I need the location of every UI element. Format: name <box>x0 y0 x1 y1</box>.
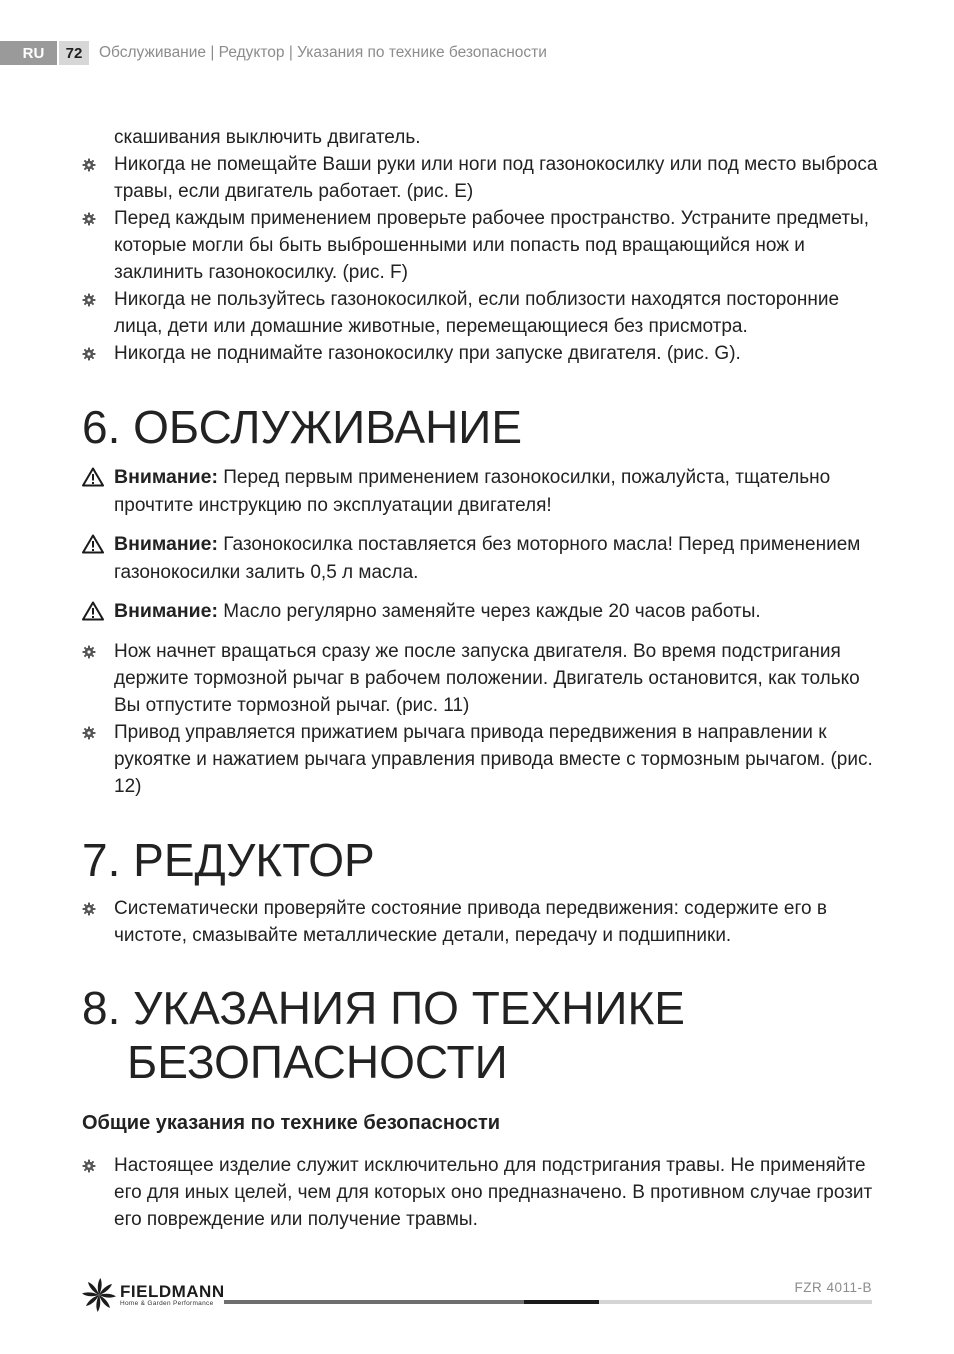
warning-label: Внимание: <box>114 466 218 488</box>
maintenance-bullet-list <box>82 638 882 800</box>
list-item: Систематически проверяйте состояние привода передвижения: содержите его в чистоте, смазывайте металлические детали, передачу и подшипники. <box>82 895 882 949</box>
list-item: Настоящее изделие служит исключительно для подстригания травы. Не применяйте его для иных целей, чем для которых оно предназначено. В противном случае грозит его повреждение или получение травмы. <box>82 1152 882 1233</box>
intro-bullet-list <box>82 151 882 367</box>
brand-tagline: Home & Garden Performance <box>120 1299 214 1307</box>
gear-bullet-icon <box>82 902 96 916</box>
list-item: Нож начнет вращаться сразу же после запуска двигателя. Во время подстригания держите тормозной рычаг в рабочем положении. Двигатель остановится, как только Вы отпустите тормозной рычаг. (рис. 11) <box>82 638 882 719</box>
header-title: Обслуживание | Редуктор | Указания по технике безопасности <box>99 44 547 61</box>
warning-label: Внимание: <box>114 600 218 622</box>
brand-name: FIELDMANN <box>120 1281 225 1301</box>
page-header <box>0 41 547 65</box>
gearbox-bullet-list <box>82 895 882 949</box>
list-item: Никогда не помещайте Ваши руки или ноги под газонокосилку или под место выброса травы, если двигатель работает. (рис. E) <box>82 151 882 205</box>
warning-triangle-icon <box>82 467 104 487</box>
warning-label: Внимание: <box>114 533 218 555</box>
warning-note: Внимание: Газонокосилка поставляется без моторного масла! Перед применением газонокосилки залить 0,5 л масла. <box>82 530 882 587</box>
fieldmann-logo-icon <box>82 1278 116 1312</box>
language-badge: RU <box>0 41 57 65</box>
warning-note: Внимание: Перед первым применением газонокосилки, пожалуйста, тщательно прочтите инструкцию по эксплуатации двигателя! <box>82 463 882 520</box>
list-item: Никогда не пользуйтесь газонокосилкой, если поблизости находятся посторонние лица, дети или домашние животные, перемещающиеся без присмотра. <box>82 286 882 340</box>
section-title-gearbox: 7. РЕДУКТОР <box>82 834 375 886</box>
safety-bullet-list <box>82 1152 882 1233</box>
gear-bullet-icon <box>82 212 96 226</box>
list-item: Привод управляется прижатием рычага привода передвижения в направлении к рукоятке и нажатием рычага управления привода вместе с тормозным рычагом. (рис. 12) <box>82 719 882 800</box>
warning-note: Внимание: Масло регулярно заменяйте через каждые 20 часов работы. <box>82 597 882 626</box>
list-item: Никогда не поднимайте газонокосилку при запуске двигателя. (рис. G). <box>82 340 882 367</box>
fieldmann-logo <box>82 1278 225 1312</box>
footer-divider <box>224 1300 872 1304</box>
model-number: FZR 4011-B <box>794 1280 872 1295</box>
section-title-maintenance: 6. ОБСЛУЖИВАНИЕ <box>82 401 523 453</box>
safety-subtitle: Общие указания по технике безопасности <box>82 1112 501 1134</box>
page-number: 72 <box>59 41 89 65</box>
gear-bullet-icon <box>82 293 96 307</box>
gear-bullet-icon <box>82 645 96 659</box>
gear-bullet-icon <box>82 726 96 740</box>
gear-bullet-icon <box>82 1159 96 1173</box>
warning-triangle-icon <box>82 534 104 554</box>
warning-triangle-icon <box>82 601 104 621</box>
list-item: Перед каждым применением проверьте рабочее пространство. Устраните предметы, которые могли бы быть выброшенными или попасть под вращающийся нож и заклинить газонокосилку. (рис. F) <box>82 205 882 286</box>
gear-bullet-icon <box>82 347 96 361</box>
section-title-safety: 8. УКАЗАНИЯ ПО ТЕХНИКЕ БЕЗОПАСНОСТИ <box>82 982 685 1088</box>
gear-bullet-icon <box>82 158 96 172</box>
intro-continuation: скашивания выключить двигатель. <box>114 127 421 148</box>
